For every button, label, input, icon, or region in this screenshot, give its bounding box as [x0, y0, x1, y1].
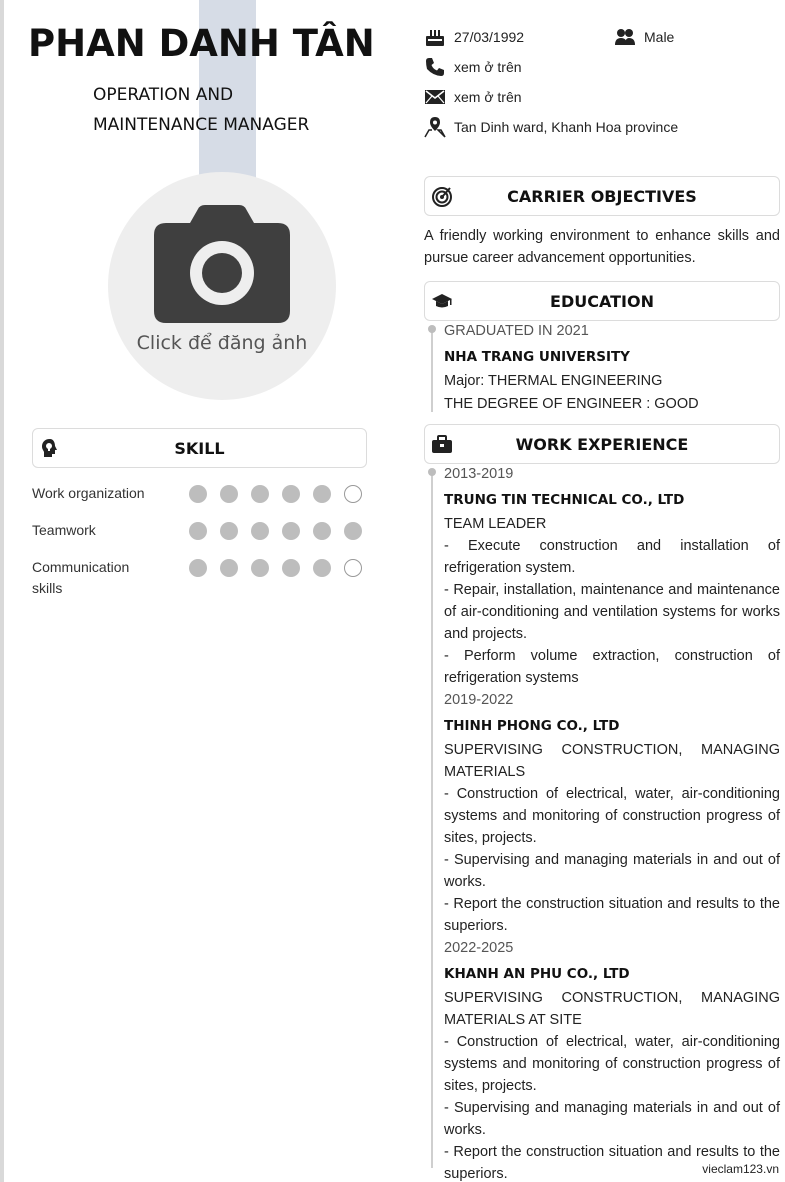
skill-name: Communication skills [32, 559, 130, 596]
phone-value: xem ở trên [454, 59, 522, 75]
job-title: OPERATION AND MAINTENANCE MANAGER [93, 85, 310, 135]
education-period: GRADUATED IN 2021 [444, 323, 589, 339]
education-timeline [431, 328, 433, 412]
camera-icon [154, 205, 290, 323]
experience-line: - Report the construction situation and results to the superiors. [444, 1144, 780, 1182]
site-watermark: vieclam123.vn [702, 1162, 779, 1176]
skill-rating [189, 559, 362, 577]
gender-value: Male [644, 29, 675, 45]
rating-dot-filled [344, 522, 362, 540]
objectives-text: A friendly working environment to enhance skills and pursue career advancement opportunities. [424, 228, 780, 266]
rating-dot-filled [220, 485, 238, 503]
experience-timeline [431, 470, 433, 1168]
timeline-dot [428, 325, 436, 333]
rating-dot-filled [282, 559, 300, 577]
rating-dot-filled [220, 522, 238, 540]
education-major: Major: THERMAL ENGINEERING [444, 373, 663, 389]
experience-section-title: WORK EXPERIENCE [515, 435, 689, 454]
rating-dot-filled [251, 485, 269, 503]
email-item [424, 86, 522, 108]
rating-dot-filled [251, 522, 269, 540]
experience-line: - Supervising and managing materials in and out of works. [444, 1100, 780, 1138]
experience-entry [444, 689, 780, 937]
skill-section-title: SKILL [174, 439, 225, 458]
rating-dot-filled [313, 522, 331, 540]
rating-dot-filled [251, 559, 269, 577]
rating-dot-empty [344, 485, 362, 503]
experience-entry [444, 937, 780, 1182]
phone-item [424, 56, 522, 78]
experience-line: - Supervising and managing materials in and out of works. [444, 852, 780, 890]
rating-dot-filled [189, 485, 207, 503]
birthdate-item [424, 26, 524, 48]
education-entry [444, 320, 780, 415]
education-section-header [424, 281, 780, 321]
rating-dot-filled [189, 559, 207, 577]
users-icon [614, 26, 636, 48]
email-value: xem ở trên [454, 89, 522, 105]
rating-dot-filled [189, 522, 207, 540]
rating-dot-filled [282, 522, 300, 540]
candidate-name: PHAN DANH TÂN [28, 22, 375, 65]
rating-dot-filled [313, 559, 331, 577]
gender-item [614, 26, 674, 48]
skill-name: Teamwork [32, 522, 96, 538]
experience-line: - Construction of electrical, water, air-conditioning systems and monitoring of construction progress of sites, projects. [444, 1034, 780, 1094]
envelope-icon [424, 86, 446, 108]
experience-company: KHANH AN PHU CO., LTD [444, 966, 630, 982]
birthday-cake-icon [424, 26, 446, 48]
experience-line: - Repair, installation, maintenance and maintenance of air-conditioning and ventilation systems for works and projects. [444, 582, 780, 642]
rating-dot-empty [344, 559, 362, 577]
experience-period: 2019-2022 [444, 692, 514, 708]
birthdate-value: 27/03/1992 [454, 29, 525, 45]
skill-name: Work organization [32, 485, 145, 501]
experience-list [444, 463, 780, 1182]
experience-position: TEAM LEADER [444, 516, 547, 532]
photo-upload-label: Click để đăng ảnh [136, 332, 308, 354]
map-pin-icon [424, 116, 446, 138]
objectives-section-header [424, 176, 780, 216]
skill-rating [189, 522, 362, 540]
experience-line: - Perform volume extraction, construction of refrigeration systems [444, 648, 780, 686]
skill-rating [189, 485, 362, 503]
address-value: Tan Dinh ward, Khanh Hoa province [454, 119, 679, 135]
education-degree: THE DEGREE OF ENGINEER : GOOD [444, 396, 699, 412]
experience-line: - Construction of electrical, water, air-conditioning systems and monitoring of construction progress of sites, projects. [444, 786, 780, 846]
phone-icon [424, 56, 446, 78]
experience-line: - Report the construction situation and results to the superiors. [444, 896, 780, 934]
rating-dot-filled [282, 485, 300, 503]
rating-dot-filled [313, 485, 331, 503]
rating-dot-filled [220, 559, 238, 577]
photo-upload[interactable] [108, 172, 336, 400]
experience-section-header [424, 424, 780, 464]
experience-period: 2013-2019 [444, 466, 514, 482]
experience-company: THINH PHONG CO., LTD [444, 718, 620, 734]
address-item [424, 116, 678, 138]
experience-position: SUPERVISING CONSTRUCTION, MANAGING MATERIALS AT SITE [444, 990, 780, 1028]
experience-period: 2022-2025 [444, 940, 514, 956]
objectives-section-title: CARRIER OBJECTIVES [507, 187, 697, 206]
education-school: NHA TRANG UNIVERSITY [444, 349, 630, 365]
education-section-title: EDUCATION [550, 292, 654, 311]
experience-line: - Execute construction and installation of refrigeration system. [444, 538, 780, 576]
experience-position: SUPERVISING CONSTRUCTION, MANAGING MATERIALS [444, 742, 780, 780]
experience-entry [444, 463, 780, 689]
timeline-dot [428, 468, 436, 476]
skill-section-header [32, 428, 367, 468]
experience-company: TRUNG TIN TECHNICAL CO., LTD [444, 492, 685, 508]
